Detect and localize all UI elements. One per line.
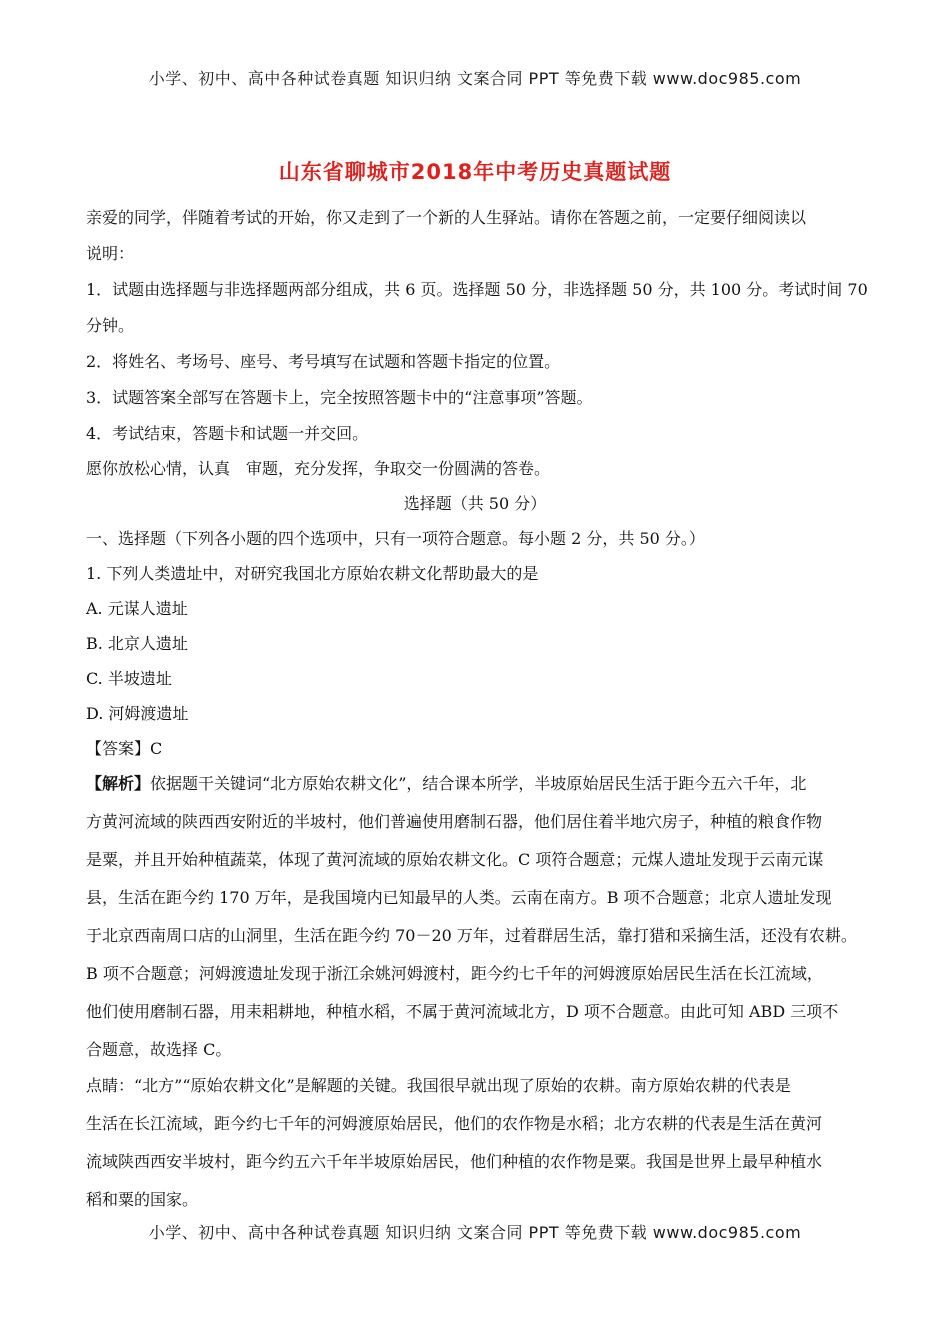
page-footer: 小学、初中、高中各种试卷真题 知识归纳 文案合同 PPT 等免费下载 www.doc985.com: [148, 1223, 802, 1242]
section-heading: 选择题（共 50 分）: [403, 494, 547, 513]
page-title: 山东省聊城市2018年中考历史真题试题: [278, 160, 672, 184]
analysis-text-1: 依据题干关键词“北方原始农耕文化”，结合课本所学，半坡原始居民生活于距今五六千年，北: [150, 774, 807, 793]
option-c: C. 半坡遗址: [86, 669, 172, 688]
rule-4: 4．考试结束，答题卡和试题一并交回。: [86, 424, 369, 443]
comment-line-1: 点睛：“北方”“原始农耕文化”是解题的关键。我国很早就出现了原始的农耕。南方原始农耕的代表是: [86, 1076, 791, 1095]
analysis-line-5: 于北京西南周口店的山洞里，生活在距今约 70－20 万年，过着群居生活，靠打猎和采摘生活，还没有农耕。: [86, 926, 857, 945]
option-a: A. 元谋人遗址: [86, 599, 188, 618]
analysis-line-4: 县，生活在距今约 170 万年，是我国境内已知最早的人类。云南在南方。B 项不合题意；北京人遗址发现: [86, 888, 832, 907]
analysis-line-3: 是粟，并且开始种植蔬菜，体现了黄河流域的原始农耕文化。C 项符合题意；元煤人遗址发现于云南元谋: [86, 850, 824, 869]
section-instructions: 一、选择题（下列各小题的四个选项中，只有一项符合题意。每小题 2 分，共 50 分。）: [86, 529, 705, 548]
rule-2: 2．将姓名、考场号、座号、考号填写在试题和答题卡指定的位置。: [86, 352, 561, 371]
analysis-label: 【解析】: [86, 774, 151, 793]
analysis-line-8: 合题意，故选择 C。: [86, 1040, 232, 1059]
analysis-line-1: [86, 774, 806, 794]
rule-3: 3．试题答案全部写在答题卡上，完全按照答题卡中的“注意事项”答题。: [86, 388, 593, 407]
comment-line-3: 流域陕西西安半坡村，距今约五六千年半坡原始居民，他们种植的农作物是粟。我国是世界上最早种植水: [86, 1152, 823, 1171]
question-1-stem: 1. 下列人类遗址中，对研究我国北方原始农耕文化帮助最大的是: [86, 564, 539, 583]
comment-line-2: 生活在长江流域，距今约七千年的河姆渡原始居民，他们的农作物是水稻；北方农耕的代表是生活在黄河: [86, 1114, 823, 1133]
answer-line: 【答案】C: [86, 739, 163, 758]
analysis-line-7: 他们使用磨制石器，用耒耜耕地，种植水稻，不属于黄河流域北方，D 项不合题意。由此可知 ABD 三项不: [86, 1002, 839, 1021]
wish-line: 愿你放松心情，认真 审题，充分发挥，争取交一份圆满的答卷。: [86, 459, 551, 478]
page-header: 小学、初中、高中各种试卷真题 知识归纳 文案合同 PPT 等免费下载 www.doc985.com: [148, 69, 802, 88]
intro-line-1: 亲爱的同学，伴随着考试的开始，你又走到了一个新的人生驿站。请你在答题之前，一定要仔细阅读以: [86, 208, 807, 227]
analysis-line-2: 方黄河流域的陕西西安附近的半坡村，他们普遍使用磨制石器，他们居住着半地穴房子，种植的粮食作物: [86, 812, 823, 831]
intro-line-2: 说明：: [86, 244, 135, 263]
rule-1-line-a: 1．试题由选择题与非选择题两部分组成，共 6 页。选择题 50 分，非选择题 50 分，共 100 分。考试时间 70: [86, 280, 868, 299]
rule-1-line-b: 分钟。: [86, 316, 135, 335]
comment-line-4: 稻和粟的国家。: [86, 1190, 199, 1209]
analysis-line-6: B 项不合题意；河姆渡遗址发现于浙江余姚河姆渡村，距今约七千年的河姆渡原始居民生活在长江流域，: [86, 964, 823, 983]
option-d: D. 河姆渡遗址: [86, 704, 189, 723]
option-b: B. 北京人遗址: [86, 634, 188, 653]
